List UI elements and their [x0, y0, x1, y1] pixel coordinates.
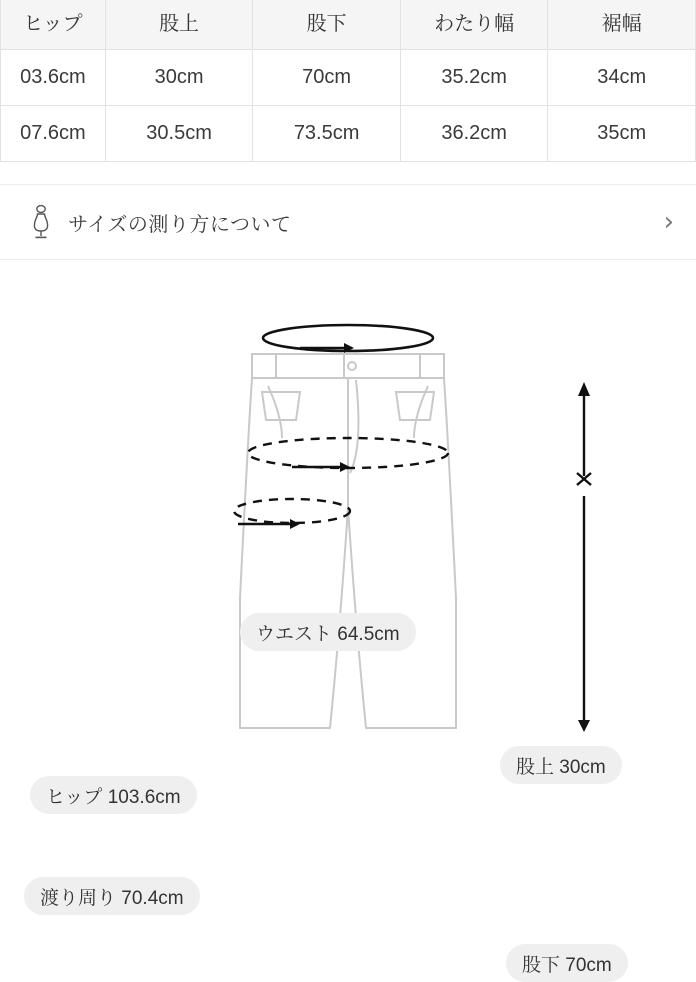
table-header-cell: ヒップ	[1, 0, 106, 50]
table-cell: 03.6cm	[1, 50, 106, 106]
chevron-right-icon: ›	[663, 207, 674, 237]
table-cell: 30cm	[105, 50, 253, 106]
waist-measure-tag: ウエスト 64.5cm	[240, 613, 416, 651]
size-table-body	[1, 50, 696, 162]
table-header-row	[1, 0, 696, 50]
how-to-measure-row[interactable]	[0, 184, 696, 260]
how-to-measure-label: サイズの測り方について	[68, 213, 292, 236]
hip-measure-tag: ヒップ 103.6cm	[30, 776, 197, 814]
rise-measure-line	[577, 382, 591, 732]
table-cell: 35.2cm	[400, 50, 548, 106]
table-cell: 30.5cm	[105, 106, 253, 162]
table-cell: 70cm	[253, 50, 401, 106]
table-header-cell: わたり幅	[400, 0, 548, 50]
pants-measurement-diagram	[0, 268, 696, 976]
inseam-measure-tag: 股下 70cm	[506, 944, 628, 982]
table-header-cell: 裾幅	[548, 0, 696, 50]
rise-measure-tag: 股上 30cm	[500, 746, 622, 784]
thigh-measure-line	[234, 499, 350, 529]
table-cell: 07.6cm	[1, 106, 106, 162]
thigh-measure-tag: 渡り周り 70.4cm	[24, 877, 200, 915]
size-table	[0, 0, 696, 162]
table-cell: 34cm	[548, 50, 696, 106]
table-cell: 35cm	[548, 106, 696, 162]
table-cell: 73.5cm	[253, 106, 401, 162]
table-header-cell: 股下	[253, 0, 401, 50]
waist-measure-line	[263, 325, 433, 353]
mannequin-icon	[26, 205, 56, 239]
table-row	[1, 106, 696, 162]
table-row	[1, 50, 696, 106]
pants-illustration	[0, 268, 696, 728]
table-header-cell: 股上	[105, 0, 253, 50]
size-table-head	[1, 0, 696, 50]
table-cell: 36.2cm	[400, 106, 548, 162]
